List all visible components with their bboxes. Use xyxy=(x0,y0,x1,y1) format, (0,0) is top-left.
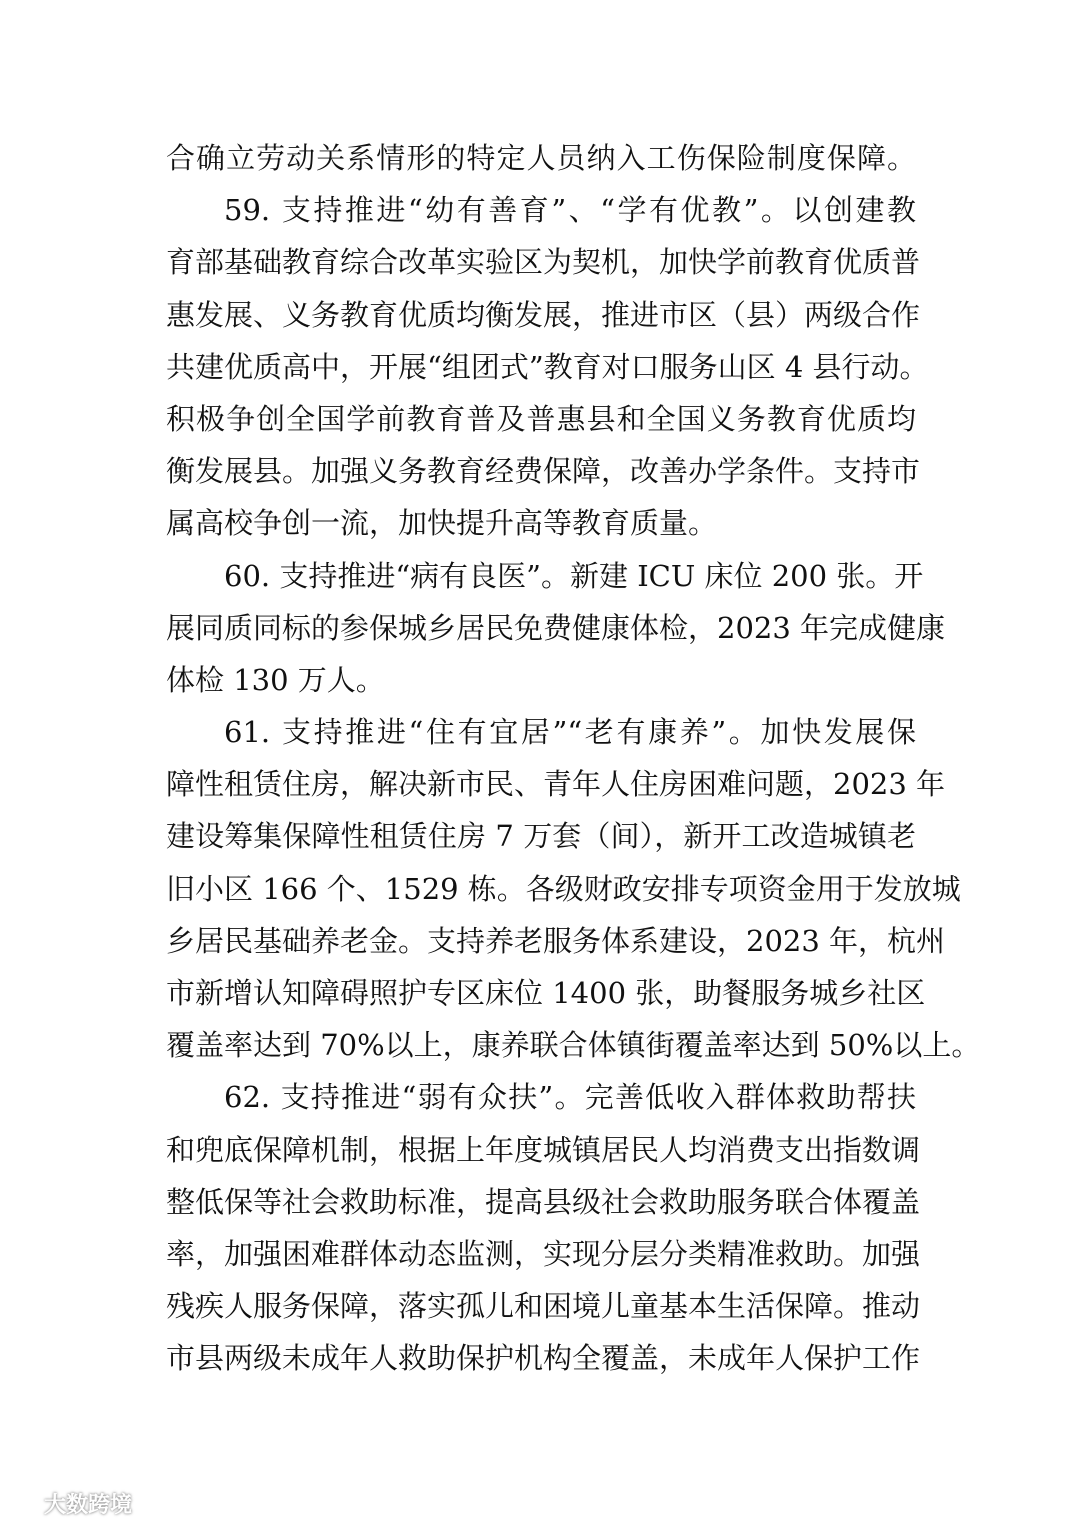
watermark xyxy=(8,1486,132,1520)
text-line: 育部基础教育综合改革实验区为契机，加快学前教育优质普 xyxy=(166,245,921,280)
text-line: 和兜底保障机制，根据上年度城镇居民人均消费支出指数调 xyxy=(166,1132,921,1167)
text-line: 乡居民基础养老金。支持养老服务体系建设，2023 年，杭州 xyxy=(166,923,946,958)
text-line: 共建优质高中，开展“组团式”教育对口服务山区 4 县行动。 xyxy=(166,349,929,384)
text-line: 障性租赁住房，解决新市民、青年人住房困难问题，2023 年 xyxy=(166,767,946,802)
text-line: 覆盖率达到 70%以上，康养联合体镇街覆盖率达到 50%以上。 xyxy=(166,1028,981,1063)
text-line: 合确立劳动关系情形的特定人员纳入工伤保险制度保障。 xyxy=(166,141,916,175)
text-line: 整低保等社会救助标准，提高县级社会救助服务联合体覆盖 xyxy=(166,1184,921,1219)
text-line: 惠发展、义务教育优质均衡发展，推进市区（县）两级合作 xyxy=(166,297,921,332)
text-line: 残疾人服务保障，落实孤儿和困境儿童基本生活保障。推动 xyxy=(166,1289,921,1324)
document-page xyxy=(166,132,981,1385)
text-line: 率，加强困难群体动态监测，实现分层分类精准救助。加强 xyxy=(166,1236,921,1271)
text-line: 市县两级未成年人救助保护机构全覆盖，未成年人保护工作 xyxy=(166,1341,921,1376)
text-line: 衡发展县。加强义务教育经费保障，改善办学条件。支持市 xyxy=(166,454,921,489)
section-62-heading-line: 62. 支持推进“弱有众扶”。完善低收入群体救助帮扶 xyxy=(224,1080,916,1115)
text-line: 市新增认知障碍照护专区床位 1400 张，助餐服务城乡社区 xyxy=(166,976,926,1010)
section-61-heading-line: 61. 支持推进“住有宜居”“老有康养”。加快发展保 xyxy=(224,715,916,750)
text-line: 展同质同标的参保城乡居民免费健康体检，2023 年完成健康 xyxy=(166,610,946,645)
weibo-logo-icon xyxy=(8,1491,38,1515)
watermark-text: 大数跨境 xyxy=(44,1492,133,1518)
text-line: 体检 130 万人。 xyxy=(166,662,385,697)
text-line: 属高校争创一流，加快提升高等教育质量。 xyxy=(166,506,718,541)
section-60-heading-line: 60. 支持推进“病有良医”。新建 ICU 床位 200 张。开 xyxy=(224,558,924,593)
section-59-heading-line: 59. 支持推进“幼有善育”、“学有优教”。以创建教 xyxy=(224,193,916,228)
text-line: 积极争创全国学前教育普及普惠县和全国义务教育优质均 xyxy=(166,401,916,436)
text-line: 建设筹集保障性租赁住房 7 万套（间），新开工改造城镇老 xyxy=(166,819,916,854)
text-line: 旧小区 166 个、1529 栋。各级财政安排专项资金用于发放城 xyxy=(166,871,961,906)
